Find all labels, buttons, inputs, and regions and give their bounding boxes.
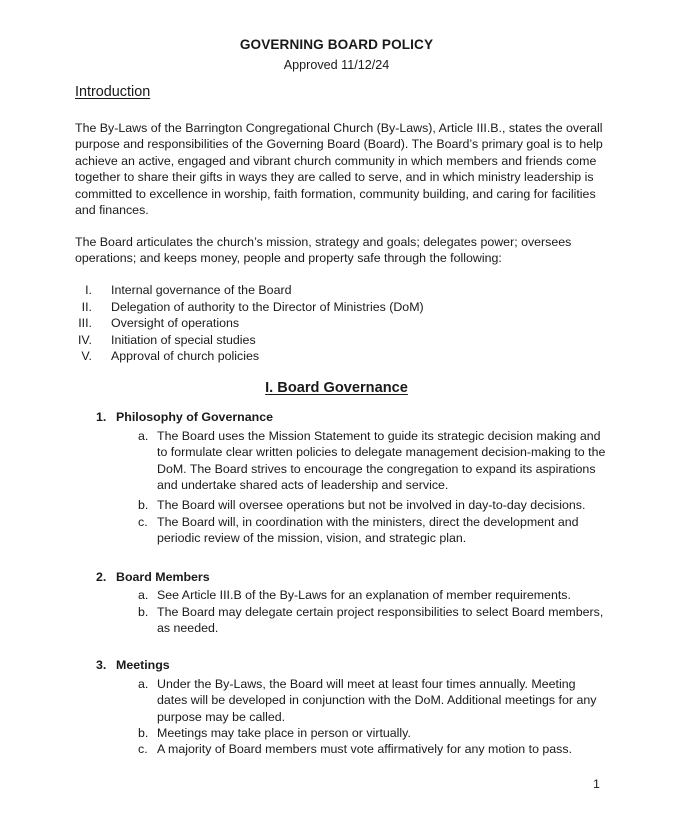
list-number: II. (81, 299, 92, 314)
sub-letter: a. (138, 588, 149, 602)
sub-letter: c. (138, 515, 148, 529)
item-title: Meetings (116, 658, 170, 672)
item-number: 1. (96, 410, 107, 424)
list-number: III. (78, 316, 92, 330)
item-heading (96, 658, 170, 672)
sub-text: A majority of Board members must vote affirmatively for any motion to pass. (157, 742, 573, 756)
introduction-heading: Introduction (75, 84, 151, 100)
list-text: Delegation of authority to the Director of Ministries (DoM) (111, 299, 424, 314)
sub-text: The Board will, in coordination with the ministers, direct the development and periodic review of the mission, vision, and strategic plan. (157, 515, 579, 546)
list-number: I. (85, 283, 92, 297)
sub-text: The Board will oversee operations but not be involved in day-to-day decisions. (157, 498, 586, 512)
list-text: Oversight of operations (111, 316, 240, 330)
sub-text: See Article III.B of the By-Laws for an explanation of member requirements. (157, 588, 571, 602)
sub-letter: b. (138, 726, 149, 740)
list-text: Initiation of special studies (111, 332, 256, 347)
sub-letter: c. (138, 742, 148, 756)
list-text: Approval of church policies (111, 349, 260, 363)
section-heading: I. Board Governance (265, 380, 408, 396)
sub-text: The Board uses the Mission Statement to guide its strategic decision making and to formulate clear written policies to delegate management decision-making to the DoM. The Board strives to encourage the congregation to expand its aspirations and undertake shared acts of leadership and service. (157, 429, 606, 493)
list-number: V. (81, 349, 92, 363)
list-number: IV. (77, 332, 92, 347)
introduction-paragraph-1: The By-Laws of the Barrington Congregational Church (By-Laws), Article III.B., states the overall purpose and responsibilities of the Governing Board (Board). The Board’s primary goal is to help achieve an active, engaged and vibrant church community in which members and friends come together to share their gifts in ways they are called to serve, and in which ministry leadership is committed to excellence in worship, faith formation, community building, and caring for facilities and finances. (75, 121, 603, 218)
sub-text: Under the By-Laws, the Board will meet at least four times annually. Meeting dates will be developed in conjunction with the DoM. Additional meetings for any purpose may be called. (157, 677, 597, 724)
item-number: 2. (96, 570, 107, 584)
sub-letter: a. (138, 677, 149, 691)
sub-letter: b. (138, 498, 149, 512)
sub-letter: a. (138, 429, 149, 443)
sub-letter: b. (138, 605, 149, 619)
item-heading (96, 570, 210, 584)
sub-text: Meetings may take place in person or virtually. (157, 726, 411, 740)
item-number: 3. (96, 658, 107, 672)
document-title: GOVERNING BOARD POLICY (239, 37, 434, 52)
approval-date: Approved 11/12/24 (283, 58, 390, 72)
list-text: Internal governance of the Board (111, 283, 292, 297)
item-heading (96, 410, 273, 424)
introduction-paragraph-2: The Board articulates the church’s mission, strategy and goals; delegates power; oversees operations; and keeps money, people and property safe through the following: (75, 235, 572, 266)
page-number: 1 (593, 777, 600, 791)
item-title: Board Members (116, 570, 210, 584)
sub-text: The Board may delegate certain project responsibilities to select Board members, as needed. (157, 605, 604, 636)
item-title: Philosophy of Governance (116, 410, 273, 424)
